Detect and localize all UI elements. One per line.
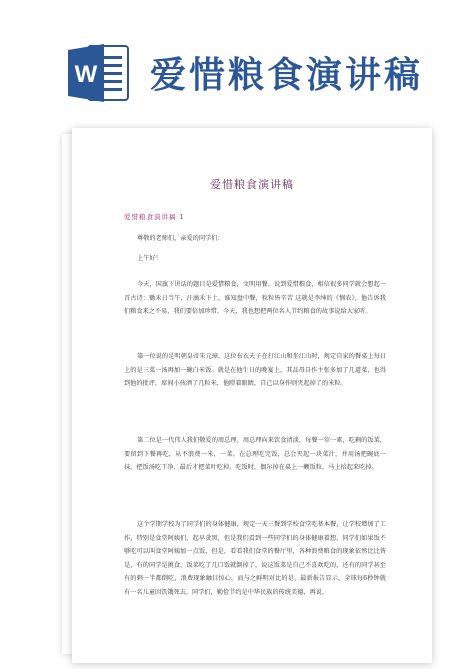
word-app-icon <box>66 40 132 106</box>
paragraph-4: 这个学期学校为了同学们的身体健康，规定一天三餐到学校食堂吃基本餐，让学校增加了工作，特别是食堂阿姨们，起早贪黑，但是我们看到一些同学们的身体健康着想，同学们如果饭不够吃可以叫食堂阿姨加一点饭，但是，看看我们食堂的餐厅里，各种浪费粮食的现象依然比比皆是，有的同学是挑食，饭菜吃了几口饭就倒掉了，说这饭菜是自己不喜欢吃的，还有的同学甚至有的剩一半都倒吃，浪费现象触目惊心，而与之鲜明对比的是，最新报告显示，全球每6秒钟就有一名儿童因饥饿死去，同学们，勤俭节约是中华民族的传统美德，再说， <box>124 521 386 596</box>
promo-banner <box>0 0 474 118</box>
greeting-line: 尊敬的老师们、亲爱的同学们： <box>137 235 224 242</box>
paragraph-2: 第一位说的是明朝皇帝朱元璋。这位布衣天子在打江山和坐江山时，规定自家的餐桌上每日上的是三菜一汤再加一碗白米饭。就是在他生日的晚宴上，其品母自作主张多加了几道菜，也得到他的批评，席间小孩洒了几粒米，他瞪着眼睛，自己以身作则夹起掉了的米粒。 <box>124 353 386 387</box>
paragraph-1: 今天，国旗下讲话的题目是爱惜粮食，文明用餐。说到爱惜粮食，相信很多同学就会想起一首古诗：锄禾日当午，汗滴禾下土，谁知盘中餐，粒粒皆辛苦 这就是李绅的《悯农》，他告诉我们粮食来之不易，我们要倍加珍惜。今天，我也想把两位名人节约粮食的故事说给大家听。 <box>124 281 386 315</box>
section-heading: 爱惜粮食演讲稿 1 <box>124 213 185 221</box>
word-app-letter: W <box>74 61 98 88</box>
banner-title: 爱惜粮食演讲稿 <box>150 55 424 96</box>
document-page <box>72 128 432 663</box>
morning-line: 上午好！ <box>137 255 162 262</box>
document-title: 爱惜粮食演讲稿 <box>210 178 294 191</box>
paragraph-3: 第二位是一代伟人我们敬爱的周总理。周总理向来饮食清淡，每餐一荤一素，吃剩的饭菜，要留到下餐再吃，从不浪费一米，一菜。在总理吃完饭，总会夹起一块菜汁，并用汤把碗底一抹，把饭汤吃干净，最后才把菜叶吃掉。吃饭时，偶尔掉在桌上一颗饭粒，马上拾起来吃掉。 <box>124 437 386 471</box>
